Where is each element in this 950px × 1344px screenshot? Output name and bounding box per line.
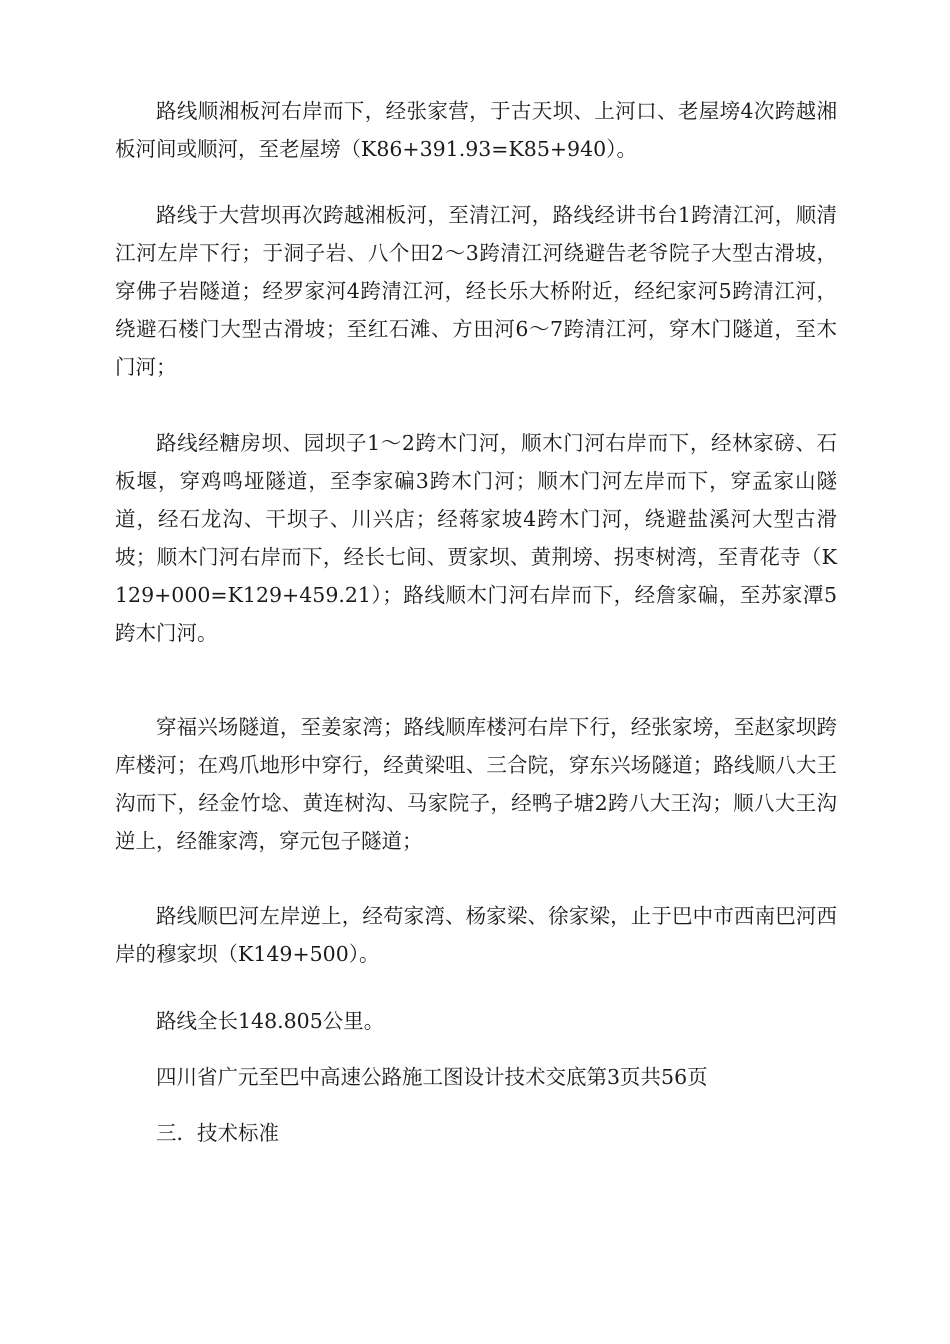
paragraph-route-mumen-river: 路线经糖房坝、园坝子1～2跨木门河，顺木门河右岸而下，经林家磅、石板堰，穿鸡鸣垭隧道，至李家碥3跨木门河；顺木门河左岸而下，穿孟家山隧道，经石龙沟、干坝子、川兴店；经蒋家坡4跨木门河，绕避盐溪河大型古滑坡；顺木门河右岸而下，经长七间、贾家坝、黄荆塝、拐枣树湾，至青花寺（K129+000=K129+459.21）；路线顺木门河右岸而下，经詹家碥，至苏家潭5跨木门河。 xyxy=(115,431,837,645)
section-heading-technical-standards: 三．技术标准 xyxy=(156,1121,279,1145)
paragraph-route-total-length: 路线全长148.805公里。 xyxy=(156,1009,385,1033)
paragraph-route-kulou-river: 穿福兴场隧道，至姜家湾；路线顺库楼河右岸下行，经张家塝，至赵家坝跨库楼河；在鸡爪地形中穿行，经黄梁咀、三合院，穿东兴场隧道；路线顺八大王沟而下，经金竹埝、黄连树沟、马家院子，经鸭子塘2跨八大王沟；顺八大王沟逆上，经雒家湾，穿元包子隧道； xyxy=(115,715,837,853)
paragraph-route-qingjiang-river: 路线于大营坝再次跨越湘板河，至清江河，路线经讲书台1跨清江河，顺清江河左岸下行；于洞子岩、八个田2～3跨清江河绕避告老爷院子大型古滑坡，穿佛子岩隧道；经罗家河4跨清江河，经长乐大桥附近，经纪家河5跨清江河，绕避石楼门大型古滑坡；至红石滩、方田河6～7跨清江河，穿木门隧道，至木门河； xyxy=(115,203,837,379)
page-footer-text: 四川省广元至巴中高速公路施工图设计技术交底第3页共56页 xyxy=(156,1065,708,1089)
paragraph-route-xiangban-river: 路线顺湘板河右岸而下，经张家营，于古天坝、上河口、老屋塝4次跨越湘板河间或顺河，至老屋塝（K86+391.93=K85+940）。 xyxy=(115,99,837,161)
paragraph-route-ba-river: 路线顺巴河左岸逆上，经苟家湾、杨家梁、徐家梁，止于巴中市西南巴河西岸的穆家坝（K149+500）。 xyxy=(115,904,837,966)
